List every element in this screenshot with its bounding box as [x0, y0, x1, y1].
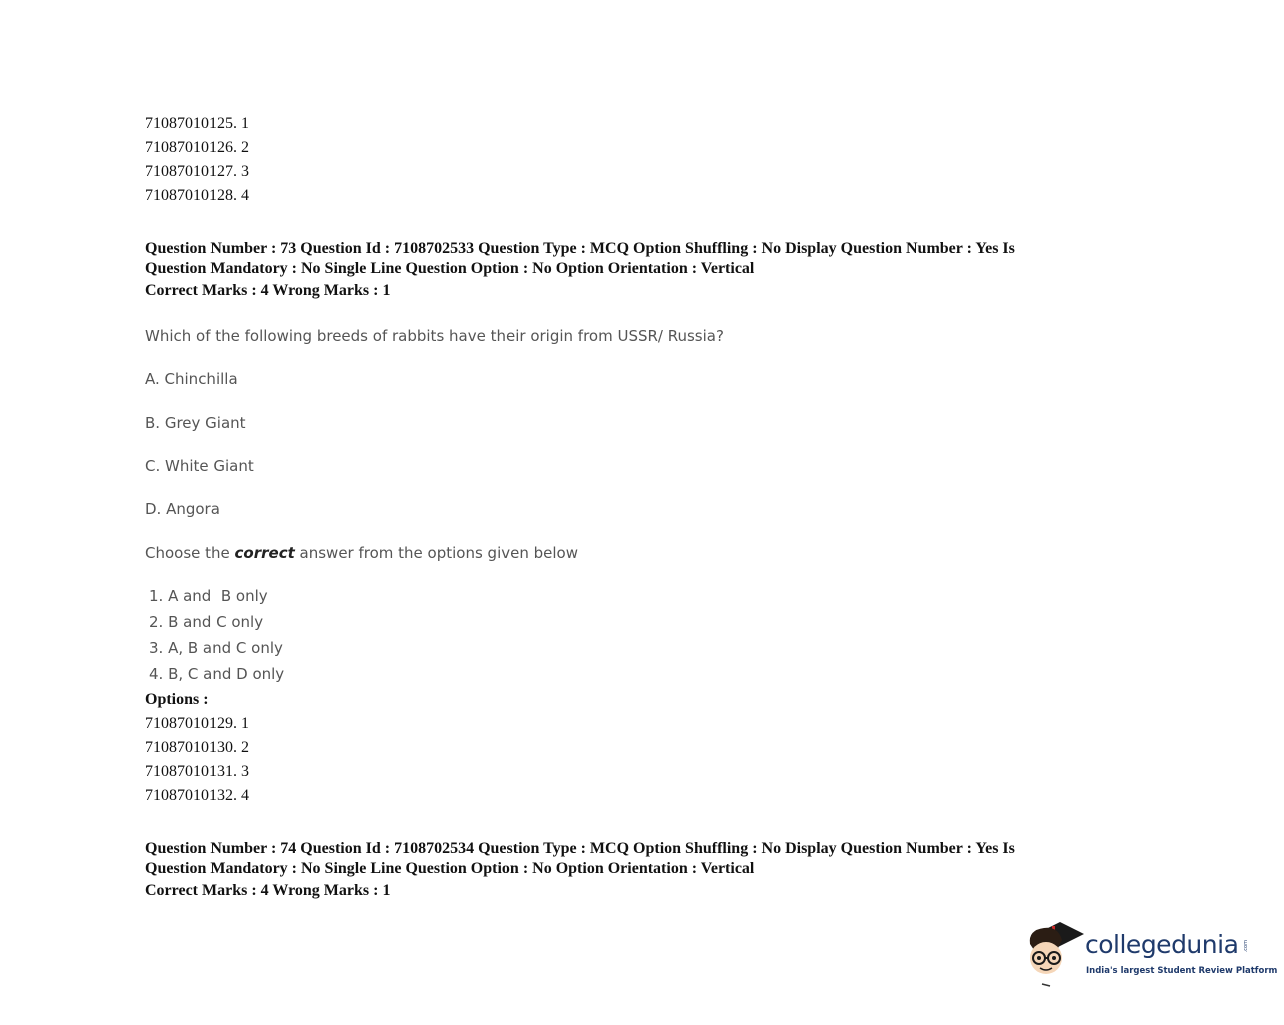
statement-b: B. Grey Giant	[145, 414, 246, 432]
answer-choice-4: 4. B, C and D only	[149, 665, 285, 683]
option-id-line: 71087010132. 4	[145, 787, 249, 804]
statement-a: A. Chinchilla	[145, 370, 238, 388]
logo-wordmark: collegedunia	[1085, 930, 1239, 959]
question-74-meta	[145, 839, 1105, 879]
option-id-line: 71087010129. 1	[145, 715, 249, 732]
question-73-text: Which of the following breeds of rabbits have their origin from USSR/ Russia?	[145, 327, 724, 345]
question-meta-line-2: Question Mandatory : No Single Line Question Option : No Option Orientation : Vertical	[145, 860, 755, 877]
statement-d: D. Angora	[145, 500, 220, 518]
option-id-line: 71087010126. 2	[145, 139, 249, 156]
question-74-marks: Correct Marks : 4 Wrong Marks : 1	[145, 882, 391, 899]
mascot-icon	[1022, 918, 1086, 990]
question-meta-line-1: Question Number : 73 Question Id : 7108702533 Question Type : MCQ Option Shuffling : No Display Question Number : Yes Is	[145, 240, 1015, 257]
option-id-line: 71087010131. 3	[145, 763, 249, 780]
logo-suffix: .com	[1243, 940, 1249, 953]
option-id-line: 71087010128. 4	[145, 187, 249, 204]
instruction-before: Choose the	[145, 544, 235, 562]
question-73-marks: Correct Marks : 4 Wrong Marks : 1	[145, 282, 391, 299]
question-73-meta	[145, 239, 1105, 279]
option-id-line: 71087010130. 2	[145, 739, 249, 756]
collegedunia-logo[interactable]	[1022, 918, 1278, 990]
answer-choice-3: 3. A, B and C only	[149, 639, 283, 657]
question-73-instruction	[145, 544, 578, 562]
option-id-line: 71087010127. 3	[145, 163, 249, 180]
answer-choice-2: 2. B and C only	[149, 613, 264, 631]
instruction-emphasis: correct	[234, 544, 295, 562]
answer-choice-1: 1. A and B only	[149, 587, 268, 605]
question-meta-line-2: Question Mandatory : No Single Line Question Option : No Option Orientation : Vertical	[145, 260, 755, 277]
logo-tagline: India's largest Student Review Platform	[1086, 966, 1278, 976]
instruction-after: answer from the options given below	[294, 544, 578, 562]
question-meta-line-1: Question Number : 74 Question Id : 7108702534 Question Type : MCQ Option Shuffling : No Display Question Number : Yes Is	[145, 840, 1015, 857]
option-id-line: 71087010125. 1	[145, 115, 249, 132]
statement-c: C. White Giant	[145, 457, 254, 475]
options-label: Options :	[145, 691, 209, 708]
